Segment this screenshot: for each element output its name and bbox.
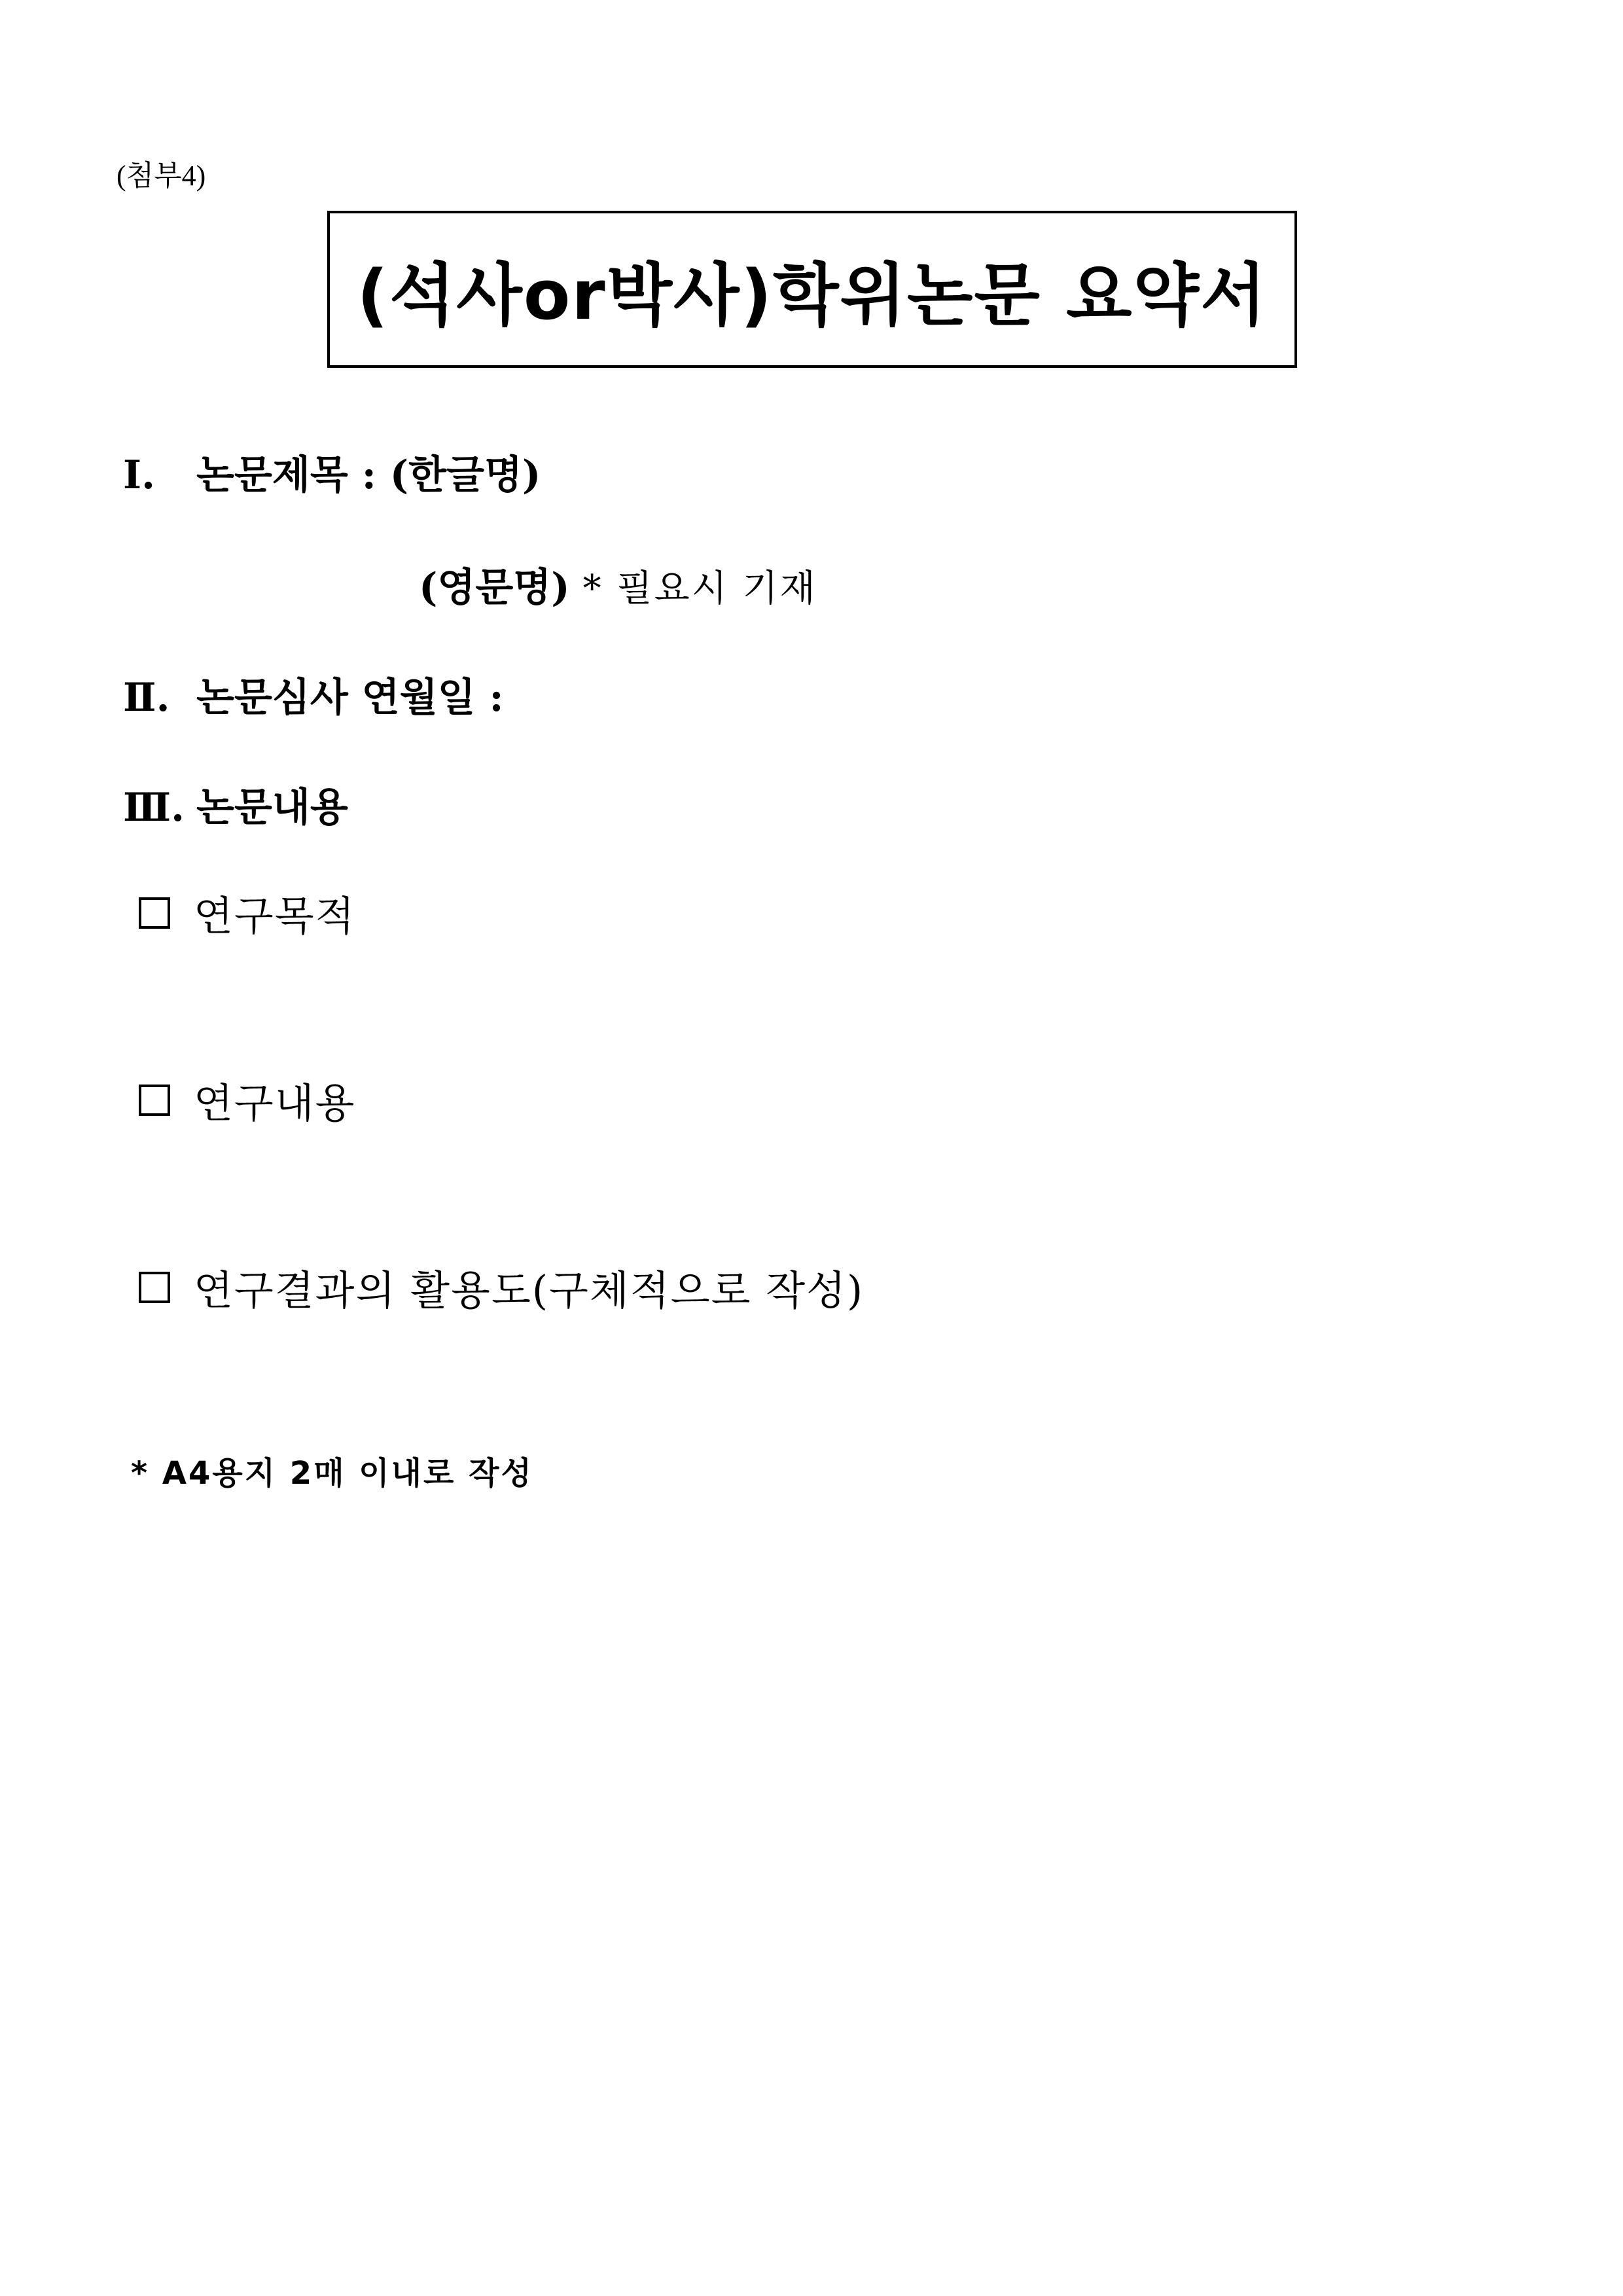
- english-title-label: (영문명): [419, 565, 570, 611]
- content-item-content: [139, 1071, 356, 1129]
- content-item-utilization: [139, 1258, 864, 1316]
- content-item-label: 연구목적: [194, 892, 356, 940]
- footnote: * A4용지 2매 이내로 작성: [131, 1455, 533, 1492]
- attachment-label: (첨부4): [116, 160, 206, 192]
- content-item-label: 연구결과의 활용도(구체적으로 작성): [194, 1266, 865, 1314]
- section-numeral: Ⅱ.: [123, 675, 170, 721]
- english-title-note: * 필요시 기재: [582, 567, 817, 610]
- section-numeral: Ⅰ.: [123, 452, 155, 498]
- english-title-line: [419, 556, 817, 613]
- checkbox-icon: [139, 1085, 170, 1116]
- checkbox-icon: [139, 897, 170, 929]
- document-title: (석사or박사)학위논문 요약서: [357, 255, 1268, 335]
- section-label: 논문심사 연월일 :: [196, 675, 504, 721]
- section-review-date-heading: [123, 666, 504, 723]
- section-title-heading: [123, 444, 541, 500]
- section-label: 논문내용: [196, 785, 348, 831]
- content-item-purpose: [139, 884, 356, 942]
- title-box: [327, 211, 1297, 368]
- section-label: 논문제목 : (한글명): [196, 452, 541, 498]
- content-item-label: 연구내용: [194, 1079, 356, 1127]
- checkbox-icon: [139, 1272, 170, 1303]
- section-numeral: Ⅲ.: [123, 785, 185, 831]
- section-content-heading: [123, 776, 348, 833]
